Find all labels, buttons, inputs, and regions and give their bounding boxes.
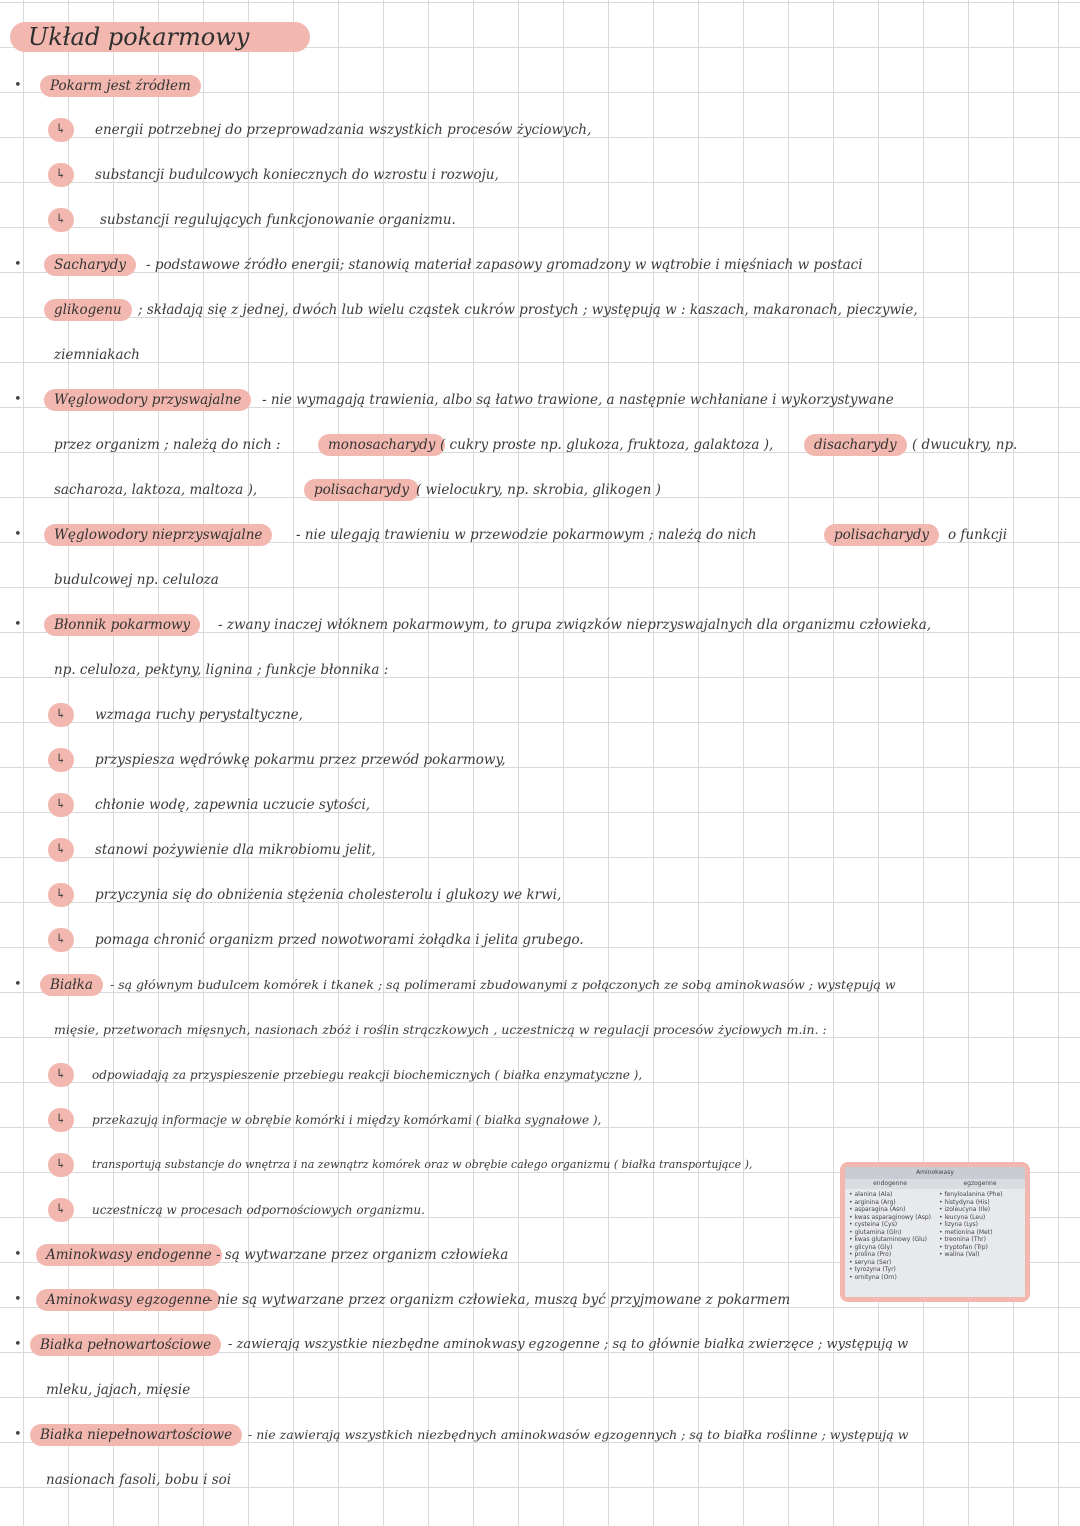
bullet-icon: • [14, 1427, 22, 1442]
definition-text: mięsie, przetworach mięsnych, nasionach zbóż i roślin strączkowych , uczestniczą w regulacji procesów życiowych m.in. : [54, 1022, 827, 1037]
list-item-text: substancji budulcowych koniecznych do wzrostu i rozwoju, [95, 167, 499, 183]
highlight-polisacharydy: polisacharydy [824, 524, 939, 546]
highlight-polisacharydy: polisacharydy [304, 479, 419, 501]
table-cell: • tyrozyna (Tyr) [849, 1266, 896, 1273]
definition-text: np. celuloza, pektyny, lignina ; funkcje błonnika : [54, 662, 389, 678]
list-item-text: odpowiadają za przyspieszenie przebiegu reakcji biochemicznych ( białka enzymatyczne ), [92, 1068, 643, 1082]
section-zrodlo-heading-line [0, 74, 1080, 98]
table-column-endogenne [845, 1191, 935, 1281]
list-item-text: substancji regulujących funkcjonowanie organizmu. [100, 212, 456, 228]
table-header-egzogenne: egzogenne [963, 1180, 997, 1187]
definition-text: ( wielocukry, np. skrobia, glikogen ) [416, 482, 661, 498]
section-blonnik-line1 [0, 613, 1080, 637]
list-item [0, 1108, 1080, 1132]
definition-text: sacharoza, laktoza, maltoza ), [54, 482, 258, 498]
table-cell: • walina (Val) [939, 1251, 980, 1258]
definition-text: ; składają się z jednej, dwóch lub wielu cząstek cukrów prostych ; występują w : kaszach, makaronach, pieczywie, [138, 302, 918, 318]
table-cell: • leucyna (Leu) [939, 1213, 986, 1221]
definition-text: przez organizm ; należą do nich : [54, 437, 281, 453]
definition-text: - zwany inaczej włóknem pokarmowym, to grupa związków nieprzyswajalnych dla organizmu człowieka, [218, 617, 932, 633]
section-sacharydy-line1 [0, 253, 1080, 277]
table-cell: • asparagina (Asn) [849, 1206, 906, 1213]
definition-text: - nie zawierają wszystkich niezbędnych aminokwasów egzogennych ; są to białka roślinne ; występują w [248, 1427, 909, 1442]
table-cell: • fenyloalanina (Phe) [939, 1191, 1003, 1198]
definition-text: - są wytwarzane przez organizm człowieka [216, 1247, 509, 1263]
list-item [0, 748, 1080, 772]
section-niepelnowartosciowe-line1 [0, 1423, 1080, 1447]
highlight-monosacharydy: monosacharydy [318, 434, 445, 456]
definition-text: mleku, jajach, mięsie [46, 1382, 191, 1398]
bullet-icon: • [14, 617, 22, 632]
table-cell: • lizyna (Lys) [939, 1221, 979, 1228]
heading-blonnik: Błonnik pokarmowy [44, 614, 200, 636]
table-cell: • izoleucyna (Ile) [939, 1206, 991, 1213]
definition-text: ( dwucukry, np. [912, 437, 1018, 453]
table-cell: • arginina (Arg) [849, 1198, 896, 1206]
bullet-icon: • [14, 392, 22, 407]
heading-nieprzyswajalne: Węglowodory nieprzyswajalne [44, 524, 272, 546]
bullet-icon: • [14, 977, 22, 992]
table-cell: • ornityna (Orn) [849, 1273, 897, 1281]
list-item-text: przyczynia się do obniżenia stężenia cholesterolu i glukozy we krwi, [95, 887, 562, 903]
definition-text: - zawierają wszystkie niezbędne aminokwasy egzogenne ; są to głównie białka zwierzęce ; występują w [228, 1337, 909, 1352]
arrow-icon: ↳ [48, 838, 74, 862]
heading-sacharydy: Sacharydy [44, 254, 136, 276]
bullet-icon: • [14, 1292, 22, 1307]
heading-pelnowartosciowe: Białka pełnowartościowe [30, 1334, 221, 1356]
page-title: Układ pokarmowy [10, 22, 310, 52]
arrow-icon: ↳ [48, 748, 74, 772]
aminokwasy-table-image [840, 1162, 1030, 1302]
table-cell: • treonina (Thr) [939, 1236, 986, 1243]
section-przyswajalne-line3 [0, 478, 1080, 502]
definition-text: ( cukry proste np. glukoza, fruktoza, galaktoza ), [440, 437, 774, 453]
table-cell: • kwas asparaginowy (Asp) [849, 1213, 932, 1221]
list-item-text: przyspiesza wędrówkę pokarmu przez przewód pokarmowy, [95, 752, 506, 768]
arrow-icon: ↳ [48, 118, 74, 142]
arrow-icon: ↳ [48, 208, 74, 232]
table-cell: • tryptofan (Trp) [939, 1243, 988, 1251]
section-sacharydy-line2 [0, 298, 1080, 322]
arrow-icon: ↳ [48, 793, 74, 817]
list-item [0, 163, 1080, 187]
table-cell: • alanina (Ala) [849, 1191, 893, 1198]
section-niepelnowartosciowe-line2 [0, 1468, 1080, 1492]
highlight-glikogenu: glikogenu [44, 299, 132, 321]
table-header-row [845, 1179, 1025, 1189]
list-item-text: energii potrzebnej do przeprowadzania wszystkich procesów życiowych, [95, 122, 592, 138]
table-cell: • kwas glutaminowy (Glu) [849, 1236, 927, 1243]
section-przyswajalne-line1 [0, 388, 1080, 412]
table-cell: • histydyna (His) [939, 1198, 990, 1206]
section-blonnik-line2 [0, 658, 1080, 682]
bullet-icon: • [14, 1337, 22, 1352]
arrow-icon: ↳ [48, 928, 74, 952]
bullet-icon: • [14, 1247, 22, 1262]
table-cell: • metionina (Met) [939, 1228, 993, 1236]
arrow-icon: ↳ [48, 163, 74, 187]
section-bialka-line2 [0, 1018, 1080, 1042]
heading-niepelnowartosciowe: Białka niepełnowartościowe [30, 1424, 242, 1446]
heading-egzogenne: Aminokwasy egzogenne [36, 1289, 220, 1311]
list-item [0, 1063, 1080, 1087]
arrow-icon: ↳ [48, 703, 74, 727]
list-item-text: transportują substancje do wnętrza i na zewnątrz komórek oraz w obrębie całego organizmu ( białka transportujące ), [92, 1158, 753, 1171]
table-cell: • cysteina (Cys) [849, 1221, 898, 1228]
list-item-text: przekazują informacje w obrębie komórki i między komórkami ( białka sygnałowe ), [92, 1113, 602, 1127]
definition-text: - są głównym budulcem komórek i tkanek ; są polimerami zbudowanymi z połączonych ze sobą aminokwasów ; występują w [110, 977, 896, 992]
arrow-icon: ↳ [48, 1153, 74, 1177]
arrow-icon: ↳ [48, 883, 74, 907]
bullet-icon: • [14, 257, 22, 272]
section-pelnowartosciowe-line2 [0, 1378, 1080, 1402]
list-item [0, 208, 1080, 232]
table-cell: • seryna (Ser) [849, 1258, 892, 1266]
section-pelnowartosciowe-line1 [0, 1333, 1080, 1357]
list-item [0, 883, 1080, 907]
list-item-text: pomaga chronić organizm przed nowotworami żołądka i jelita grubego. [95, 932, 584, 948]
heading-przyswajalne: Węglowodory przyswajalne [44, 389, 251, 411]
bullet-icon: • [14, 78, 22, 93]
list-item [0, 793, 1080, 817]
arrow-icon: ↳ [48, 1198, 74, 1222]
heading-bialka: Białka [40, 974, 103, 996]
list-item-text: chłonie wodę, zapewnia uczucie sytości, [95, 797, 371, 813]
definition-text: - nie wymagają trawienia, albo są łatwo trawione, a następnie wchłaniane i wykorzystywane [262, 392, 894, 408]
definition-text: - podstawowe źródło energii; stanowią materiał zapasowy gromadzony w wątrobie i mięśniach w postaci [146, 257, 863, 273]
bullet-icon: • [14, 527, 22, 542]
section-nieprzyswajalne-line2 [0, 568, 1080, 592]
definition-text: nasionach fasoli, bobu i soi [46, 1472, 232, 1488]
table-title: Aminokwasy [845, 1167, 1025, 1179]
table-cell: • glutamina (Gln) [849, 1228, 902, 1236]
table-cell: • prolina (Pro) [849, 1251, 892, 1258]
definition-text: ziemniakach [54, 347, 140, 363]
list-item [0, 838, 1080, 862]
definition-text: budulcowej np. celuloza [54, 572, 219, 588]
list-item [0, 928, 1080, 952]
heading-endogenne: Aminokwasy endogenne [36, 1244, 222, 1266]
section-bialka-line1 [0, 973, 1080, 997]
definition-text: - nie są wytwarzane przez organizm człowieka, muszą być przyjmowane z pokarmem [208, 1292, 791, 1308]
list-item [0, 118, 1080, 142]
list-item-text: stanowi pożywienie dla mikrobiomu jelit, [95, 842, 376, 858]
section-nieprzyswajalne-line1 [0, 523, 1080, 547]
list-item-text: uczestniczą w procesach odpornościowych organizmu. [92, 1203, 425, 1217]
definition-text: o funkcji [948, 527, 1008, 543]
table-column-egzogenne [935, 1191, 1025, 1281]
section-sacharydy-line3 [0, 343, 1080, 367]
arrow-icon: ↳ [48, 1108, 74, 1132]
heading-zrodlo: Pokarm jest źródłem [40, 75, 201, 97]
aminokwasy-table [845, 1167, 1025, 1297]
list-item-text: wzmaga ruchy perystaltyczne, [95, 707, 303, 723]
section-przyswajalne-line2 [0, 433, 1080, 457]
list-item [0, 703, 1080, 727]
arrow-icon: ↳ [48, 1063, 74, 1087]
table-body [845, 1189, 1025, 1281]
definition-text: - nie ulegają trawieniu w przewodzie pokarmowym ; należą do nich [296, 527, 757, 543]
table-header-endogenne: endogenne [873, 1180, 907, 1187]
table-cell: • glicyna (Gly) [849, 1243, 893, 1251]
highlight-disacharydy: disacharydy [804, 434, 907, 456]
